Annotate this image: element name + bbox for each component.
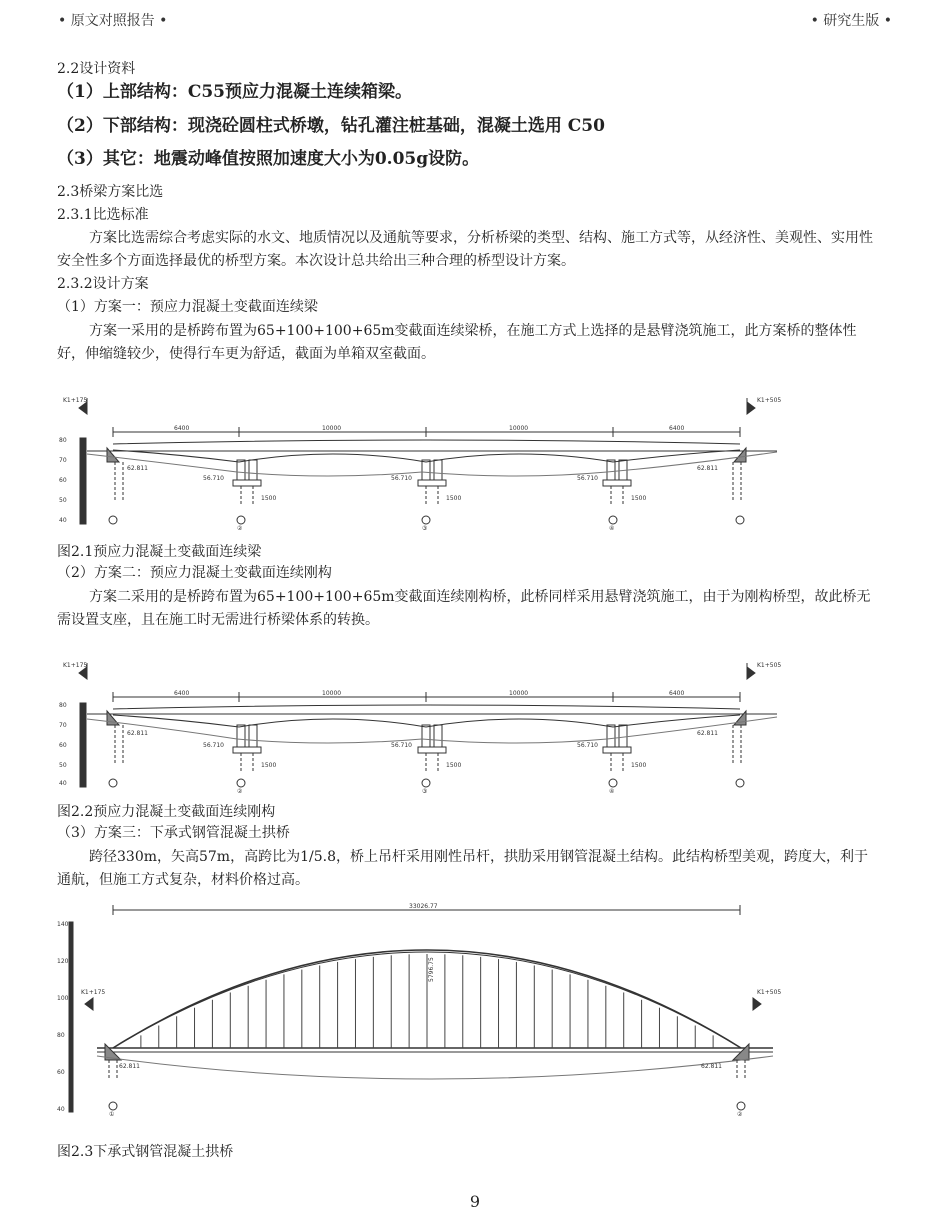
pier-label-3: ③ <box>422 525 428 532</box>
pier-label-3: ③ <box>422 788 428 795</box>
elevation-scale-bar <box>80 438 86 524</box>
axis-label-60: 60 <box>59 477 67 484</box>
page-number: 9 <box>469 1192 481 1211</box>
axis-label-70: 70 <box>59 457 67 464</box>
axis-label-70: 70 <box>59 722 67 729</box>
option-1-text: 方案一采用的是桥跨布置为65+100+100+65m变截面连续梁桥，在施工方式上选择的是悬臂浇筑施工，此方案桥的整体性好，伸缩缝较少，使得行车更为舒适，截面为单箱双室截面。 <box>57 323 857 362</box>
elev-left: 62.811 <box>127 465 148 472</box>
section-2-2-heading: 2.2设计资料 <box>57 61 136 77</box>
arch-elev-right: 62.811 <box>701 1063 722 1070</box>
arch-hangers <box>141 954 713 1048</box>
stake-right: K1+505 <box>757 397 782 404</box>
span-label-1: 6400 <box>174 690 190 697</box>
span-label-4: 6400 <box>669 425 685 432</box>
stake-right: K1+505 <box>757 662 782 669</box>
axis-label-100: 100 <box>57 995 69 1002</box>
axis-label-140: 140 <box>57 921 69 928</box>
elev-mid-1: 56.710 <box>203 742 224 749</box>
figure-1-caption: 图2.1预应力混凝土变截面连续梁 <box>57 544 262 560</box>
axis-label-50: 50 <box>59 762 67 769</box>
arch-elev-left: 62.811 <box>119 1063 140 1070</box>
header-right: • 研究生版 • <box>810 13 892 29</box>
pile-label-1: 1500 <box>261 762 277 769</box>
option-3-title: （3）方案三：下承式钢管混凝土拱桥 <box>57 825 290 841</box>
axis-label-50: 50 <box>59 497 67 504</box>
axis-label-120: 120 <box>57 958 69 965</box>
design-item-2: （2）下部结构：现浇砼圆柱式桥墩，钻孔灌注桩基础，混凝土选用 C50 <box>57 116 605 136</box>
stake-left: K1+175 <box>63 397 88 404</box>
elev-mid-3: 56.710 <box>577 742 598 749</box>
axis-label-40: 40 <box>59 517 67 524</box>
pile-label-2: 1500 <box>446 495 462 502</box>
axis-label-80: 80 <box>59 437 67 444</box>
span-label-3: 10000 <box>509 425 529 432</box>
header-left: • 原文对照报告 • <box>58 13 168 29</box>
elevation-scale-bar <box>69 922 73 1112</box>
pile-label-2: 1500 <box>446 762 462 769</box>
figure-3-caption: 图2.3下承式钢管混凝土拱桥 <box>57 1144 234 1160</box>
axis-label-60: 60 <box>57 1069 65 1076</box>
elev-mid-1: 56.710 <box>203 475 224 482</box>
pile-label-1: 1500 <box>261 495 277 502</box>
elev-left: 62.811 <box>127 730 148 737</box>
axis-label-80: 80 <box>59 702 67 709</box>
design-item-1: （1）上部结构：C55预应力混凝土连续箱梁。 <box>57 82 413 102</box>
span-label-2: 10000 <box>322 690 342 697</box>
pier-label-2: ② <box>237 525 243 532</box>
arch-stake-left: K1+175 <box>81 989 106 996</box>
arch-stake-right: K1+505 <box>757 989 782 996</box>
pier-label-4: ④ <box>609 788 615 795</box>
section-2-3-2-heading: 2.3.2设计方案 <box>57 276 149 292</box>
axis-label-40: 40 <box>59 780 67 787</box>
arch-pier-right: ② <box>737 1111 743 1118</box>
arch-rise-label: 5796.75 <box>428 957 435 982</box>
figure-continuous-rigid-frame <box>57 655 782 795</box>
paragraph-2-3-1: 方案比选需综合考虑实际的水文、地质情况以及通航等要求，分析桥梁的类型、结构、施工方式等，从经济性、美观性、实用性安全性多个方面选择最优的桥型方案。本次设计总共给出三种合理的桥型设计方案。 <box>57 230 873 269</box>
elev-mid-3: 56.710 <box>577 475 598 482</box>
span-label-2: 10000 <box>322 425 342 432</box>
option-3-text: 跨径330m，矢高57m，高跨比为1/5.8，桥上吊杆采用刚性吊杆，拱肋采用钢管混凝土结构。此结构桥型美观，跨度大，利于通航，但施工方式复杂，材料价格过高。 <box>57 849 868 888</box>
arch-span-label: 33026.77 <box>409 903 438 910</box>
pile-label-3: 1500 <box>631 762 647 769</box>
elev-mid-2: 56.710 <box>391 742 412 749</box>
figure-continuous-beam <box>57 390 782 532</box>
option-2-text: 方案二采用的是桥跨布置为65+100+100+65m变截面连续刚构桥，此桥同样采用悬臂浇筑施工，由于为刚构桥型，故此桥无需设置支座，且在施工时无需进行桥梁体系的转换。 <box>57 589 871 628</box>
axis-label-60: 60 <box>59 742 67 749</box>
option-2-title: （2）方案二：预应力混凝土变截面连续刚构 <box>57 565 332 581</box>
section-2-3-heading: 2.3桥梁方案比选 <box>57 184 164 200</box>
option-1-title: （1）方案一：预应力混凝土变截面连续梁 <box>57 299 318 315</box>
span-label-4: 6400 <box>669 690 685 697</box>
elev-right: 62.811 <box>697 465 718 472</box>
axis-label-40: 40 <box>57 1106 65 1113</box>
figure-arch-bridge <box>57 902 787 1127</box>
axis-label-80: 80 <box>57 1032 65 1039</box>
pier-label-4: ④ <box>609 525 615 532</box>
figure-2-caption: 图2.2预应力混凝土变截面连续刚构 <box>57 804 276 820</box>
elev-right: 62.811 <box>697 730 718 737</box>
span-label-1: 6400 <box>174 425 190 432</box>
design-item-3: （3）其它：地震动峰值按照加速度大小为0.05g设防。 <box>57 149 480 169</box>
elev-mid-2: 56.710 <box>391 475 412 482</box>
span-label-3: 10000 <box>509 690 529 697</box>
arch-pier-left: ① <box>109 1111 115 1118</box>
section-2-3-1-heading: 2.3.1比选标准 <box>57 207 149 223</box>
elevation-scale-bar <box>80 703 86 787</box>
pier-label-2: ② <box>237 788 243 795</box>
stake-left: K1+175 <box>63 662 88 669</box>
pile-label-3: 1500 <box>631 495 647 502</box>
